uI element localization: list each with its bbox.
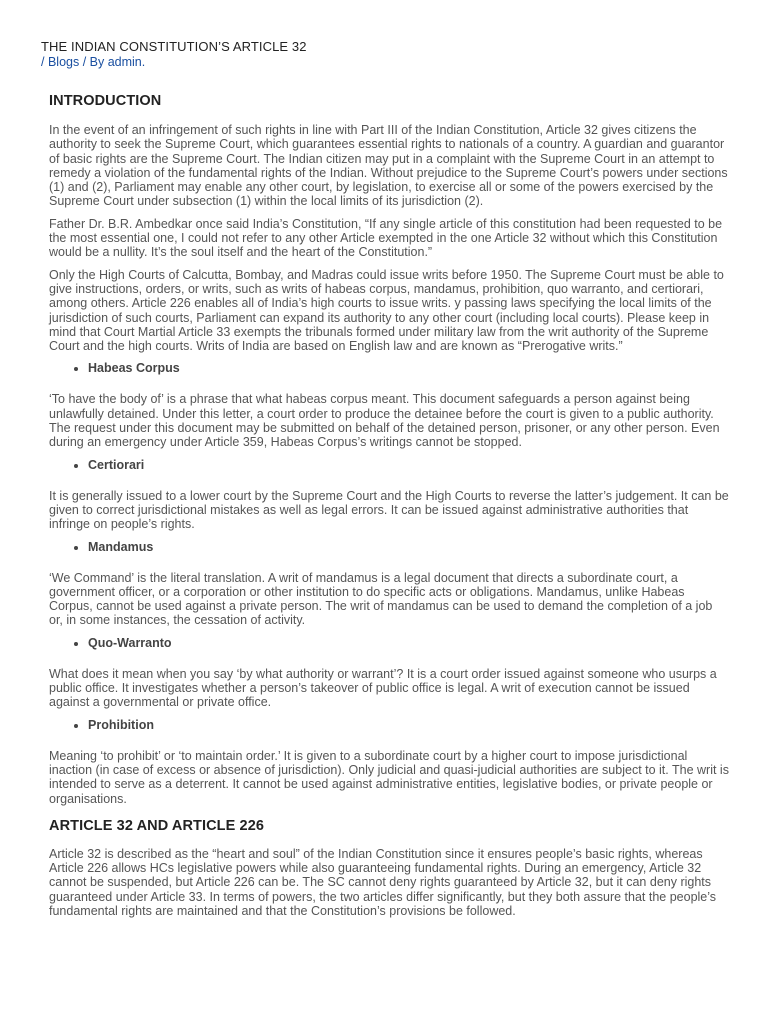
breadcrumb-period: . [141, 55, 146, 69]
author-link[interactable]: admin [107, 55, 142, 69]
writ-heading: • Prohibition [88, 718, 729, 732]
paragraph: Father Dr. B.R. Ambedkar once said India’s Constitution, “If any single article of this constitution had been requested to be the most essential one, I could not refer to any other Article exempted in the one Article 32 without which this Constitution would be a nullity. It’s the soul itself and the heart of the Constitution.” [49, 216, 723, 260]
page-title: THE INDIAN CONSTITUTION’S ARTICLE 32 [41, 39, 307, 54]
breadcrumb-separator: / By [79, 55, 108, 69]
writ-list-habeas-corpus [49, 361, 729, 375]
paragraph: Only the High Courts of Calcutta, Bombay, and Madras could issue writs before 1950. The Supreme Court must be able to give instructions, orders, or writs, such as writs of habeas corpus, mandamus, prohibition, quo warranto, and certiorari, among others. Article 226 enables all of India’s high courts to issue writs. y passing laws specifying the local limits of the jurisdiction of such courts, Parliament can expand its authority to any other court (including local courts). Please keep in mind that Court Martial Article 33 exempts the tribunals formed under military law from the writ authority of the Supreme Court and the high courts. Writs of India are based on English law and are known as “Prerogative writs.” [49, 267, 724, 354]
writ-list-mandamus [49, 540, 729, 554]
paragraph: Article 32 is described as the “heart and soul” of the Indian Constitution since it ensures people’s basic rights, whereas Article 226 allows HCs legislative powers while also guaranteeing fundamental rights. During an emergency, Article 32 cannot be suspended, but Article 226 can be. The SC cannot deny rights guaranteed by Article 32, but it can deny rights guaranteed under Article 33. In terms of powers, the two articles differ significantly, but they both assure that the people’s fundamental rights are maintained and that the Constitution’s provisions be followed. [49, 846, 717, 918]
writ-list-prohibition [49, 718, 729, 732]
section-heading-article-32-and-226: ARTICLE 32 AND ARTICLE 226 [49, 817, 265, 834]
writ-list-certiorari [49, 458, 729, 472]
breadcrumb-blogs-link[interactable]: Blogs [47, 55, 80, 69]
writ-heading: • Quo-Warranto [88, 636, 729, 650]
paragraph: ‘We Command’ is the literal translation. A writ of mandamus is a legal document that directs a subordinate court, a government officer, or a corporation or other institution to do specific acts or obligations. Mandamus, unlike Habeas Corpus, cannot be used against a private person. The writ of mandamus can be used to demand the completion of a job or, in some instances, the cessation of activity. [49, 570, 713, 628]
paragraph: What does it mean when you say ‘by what authority or warrant’? It is a court order issued against someone who usurps a public office. It investigates whether a person’s takeover of public office is legal. A writ of execution cannot be issued against a governmental or private office. [49, 666, 717, 710]
writ-list-quo-warranto [49, 636, 729, 650]
paragraph: In the event of an infringement of such rights in line with Part III of the Indian Constitution, Article 32 gives citizens the authority to seek the Supreme Court, which guarantees essential rights to nationals of a country. A guardian and guarantor of basic rights are the Supreme Court. The Indian citizen may put in a complaint with the Supreme Court in an attempt to remedy a violation of the fundamental rights of the Indian. Without prejudice to the Supreme Court’s powers under sections (1) and (2), Parliament may enable any other court, by legislation, to exercise all or some of the powers exercised by the Supreme Court under subsection (1) within the local limits of its jurisdiction (2). [49, 123, 728, 209]
section-heading-introduction: INTRODUCTION [49, 93, 162, 109]
breadcrumb-separator: / [41, 55, 48, 69]
paragraph: Meaning ‘to prohibit’ or ‘to maintain order.’ It is given to a subordinate court by a higher court to impose jurisdictional inaction (in case of excess or absence of jurisdiction). Only judicial and quasi-judicial authorities are subject to it. The writ is intended to serve as a deterrent. It cannot be used against administrative entities, legislative bodies, or private people or organisations. [49, 748, 729, 806]
article-body [49, 93, 729, 926]
paragraph: ‘To have the body of’ is a phrase that what habeas corpus meant. This document safeguards a person against being unlawfully detained. Under this letter, a court order to produce the detainee before the court is given to a public authority. The request under this document may be submitted on behalf of the detained person, prisoner, or any other person. Even during an emergency under Article 359, Habeas Corpus’s writings cannot be stopped. [49, 392, 720, 450]
breadcrumb [41, 55, 145, 69]
paragraph: It is generally issued to a lower court by the Supreme Court and the High Courts to reverse the latter’s judgement. It can be given to correct jurisdictional mistakes as well as legal errors. It can be issued against administrative authorities that infringe on people’s rights. [49, 488, 729, 532]
writ-heading: • Habeas Corpus [88, 361, 729, 375]
writ-heading: • Certiorari [88, 458, 729, 472]
writ-heading: • Mandamus [88, 540, 729, 554]
